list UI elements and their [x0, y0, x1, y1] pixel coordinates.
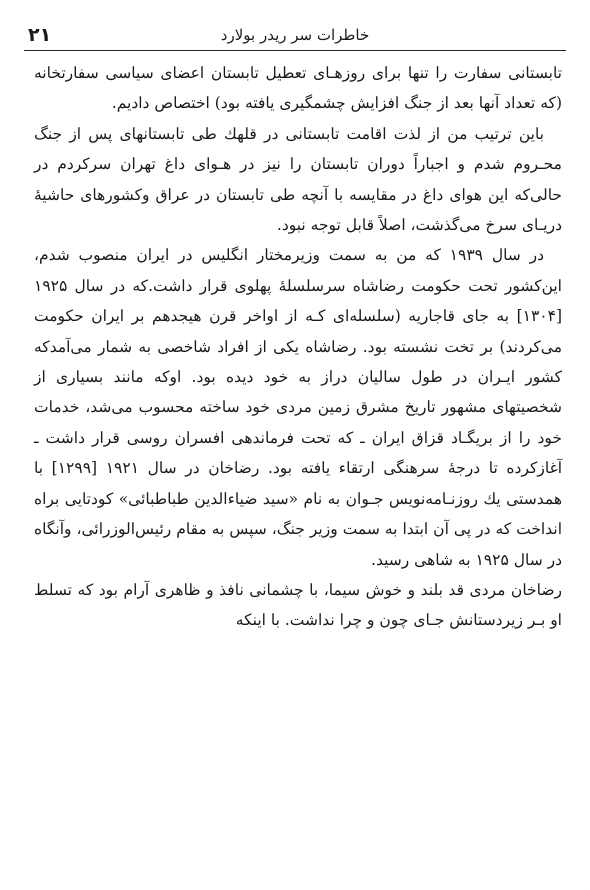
paragraph-3: در سال ۱۹۳۹ که من به سمت وزیرمختار انگلیس در ایران منصوب شدم، این‌کشور تحت حکومت رضاشاه سرسلسلهٔ پهلوی قرار داشت.که در سال ۱۹۲۵ [۱۳۰۴] به جای قاجاریه (سلسله‌ای کـه از اواخر قرن هیجدهم بر ایران حکومت می‌کردند) بر تخت نشسته بود. رضاشاه یکی از افراد شاخصی به شمار می‌آمدکه کشور ایـران در طول سالیان دراز به خود دیده بود. اوکه مانند بسیاری از شخصیتهای مشهور تاریخ مشرق زمین مردی خود ساخته محسوب می‌شد، خدمات خود را از بریگـاد قزاق ایران ـ که تحت فرماندهی افسران روسی قرار داشت ـ آغازکرده تا درجهٔ سرهنگی ارتقاء یافته بود. رضاخان در سال ۱۹۲۱ [۱۲۹۹] با همدستی یك روزنـامه‌نویس جـوان به نام «سید ضیاءالدین طباطبائی» کودتایی براه انداخت که در پی آن ابتدا به سمت وزیر جنگ، سپس به مقام رئیس‌الوزرائی، وآنگاه در سال ۱۹۲۵ به شاهی رسید. [34, 246, 562, 569]
running-title: خاطرات سر ریدر بولارد [220, 26, 370, 44]
paragraph-2: باین ترتیب من از لذت اقامت تابستانی در قلهك طی تابستانهای پس از جنگ محـروم شدم و اجباراً دوران تابستان را نیز در هـوای داغ تهران سرکردم در حالی‌که این هوای داغ در مقایسه با آنچه طی تابستان در عراق وکشورهای حاشیهٔ دریـای سرخ می‌گذشت، اصلاً قابل توجه نبود. [34, 124, 562, 235]
body-text [34, 58, 562, 636]
page-header [24, 22, 566, 48]
page-number: ۲۱ [28, 24, 52, 46]
header-rule [24, 50, 566, 51]
paragraph-4: رضاخان مردی قد بلند و خوش سیما، با چشمانی نافذ و ظاهری آرام بود که تسلط او بـر زیردستانش جـای چون و چرا نداشت. با اینکه [34, 580, 562, 630]
paragraph-1: تابستانی سفارت را تنها برای روزهـای تعطیل تابستان اعضای سیاسی سفارتخانه (که تعداد آنها بعد از جنگ افزایش چشمگیری یافته بود) اختصاص دادیم. [34, 64, 562, 113]
